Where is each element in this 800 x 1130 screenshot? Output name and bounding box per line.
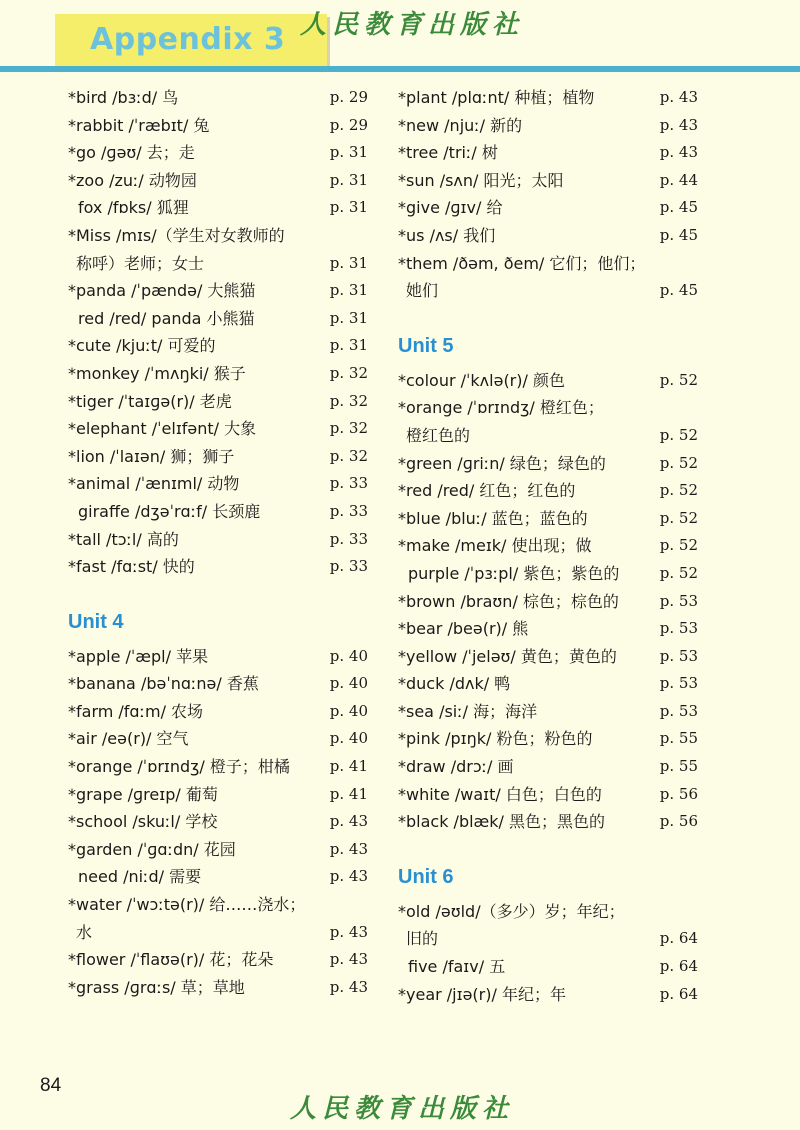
vocab-page-ref: p. 40 — [329, 701, 368, 720]
vocab-word: *bear /beə(r)/ 熊 — [398, 619, 529, 639]
vocab-word: *colour /ˈkʌlə(r)/ 颜色 — [398, 370, 565, 390]
vocab-page-ref: p. 43 — [329, 867, 368, 886]
vocab-word: *make /meɪk/ 使出现；做 — [398, 536, 592, 556]
vocab-entry — [398, 250, 698, 278]
vocab-entry — [68, 470, 368, 498]
vocab-page-ref: p. 55 — [659, 757, 698, 776]
vocab-word: *grass /ɡrɑːs/ 草；草地 — [68, 977, 245, 997]
vocab-word: *bird /bɜːd/ 鸟 — [68, 88, 179, 107]
vocab-word: *red /red/ 红色；红色的 — [398, 481, 576, 501]
vocab-page-ref: p. 31 — [329, 308, 368, 327]
vocab-page-ref: p. 40 — [329, 674, 368, 693]
vocab-word: *Miss /mɪs/（学生对女教师的 — [68, 225, 285, 245]
vocab-entry — [68, 222, 368, 250]
vocab-page-ref: p. 32 — [329, 363, 368, 382]
vocab-entry — [68, 443, 368, 471]
vocab-entry — [68, 250, 368, 278]
vocab-page-ref: p. 43 — [329, 950, 368, 969]
vocab-page-ref: p. 31 — [329, 170, 368, 189]
vocab-entry — [398, 615, 698, 643]
vocab-word: *sea /siː/ 海；海洋 — [398, 701, 538, 721]
vocab-word: *new /njuː/ 新的 — [398, 115, 523, 135]
vocab-page-ref: p. 31 — [329, 143, 368, 162]
vocab-page-ref: p. 53 — [659, 619, 698, 638]
vocab-page-ref: p. 52 — [659, 453, 698, 472]
vocab-entry — [398, 277, 698, 305]
right-column — [398, 84, 698, 1008]
vocab-word: *tiger /ˈtaɪɡə(r)/ 老虎 — [68, 391, 232, 411]
vocab-page-ref: p. 45 — [659, 198, 698, 217]
vocab-page-ref: p. 31 — [329, 198, 368, 217]
vocab-word: *air /eə(r)/ 空气 — [68, 729, 189, 749]
vocab-word: *elephant /ˈelɪfənt/ 大象 — [68, 419, 257, 439]
vocab-word: *brown /braʊn/ 棕色；棕色的 — [398, 591, 619, 611]
vocab-word: *apple /ˈæpl/ 苹果 — [68, 646, 209, 666]
vocab-word: purple /ˈpɜːpl/ 紫色；紫色的 — [408, 563, 620, 583]
vocab-word: *them /ðəm, ðem/ 它们；他们； — [398, 253, 646, 273]
page-title: Appendix 3 — [90, 22, 286, 57]
vocab-entry — [398, 112, 698, 140]
vocab-entry — [398, 422, 698, 450]
vocab-page-ref: p. 31 — [329, 253, 368, 272]
vocab-word: *us /ʌs/ 我们 — [398, 225, 496, 245]
vocab-entry — [398, 753, 698, 781]
vocab-entry — [68, 974, 368, 1002]
vocab-word: *white /waɪt/ 白色；白色的 — [398, 784, 602, 804]
vocab-page-ref: p. 52 — [659, 370, 698, 389]
vocab-list-unit4-cont — [398, 84, 698, 305]
vocab-word: 水 — [76, 922, 93, 942]
vocab-entry — [68, 946, 368, 974]
vocab-word: *sun /sʌn/ 阳光；太阳 — [398, 170, 564, 190]
vocab-entry — [68, 194, 368, 222]
vocab-page-ref: p. 40 — [329, 729, 368, 748]
vocab-word: *pink /pɪŋk/ 粉色；粉色的 — [398, 729, 593, 749]
vocab-word: *monkey /ˈmʌŋki/ 猴子 — [68, 363, 246, 383]
vocab-page-ref: p. 43 — [329, 839, 368, 858]
vocab-entry — [398, 698, 698, 726]
vocab-word: *lion /ˈlaɪən/ 狮；狮子 — [68, 446, 235, 466]
vocab-page-ref: p. 43 — [659, 143, 698, 162]
vocab-word: *go /ɡəʊ/ 去；走 — [68, 143, 195, 163]
vocab-page-ref: p. 43 — [659, 115, 698, 134]
unit-6-heading: Unit 6 — [398, 865, 454, 888]
vocab-list-unit5 — [398, 367, 698, 836]
vocab-page-ref: p. 56 — [659, 812, 698, 831]
vocab-entry — [68, 836, 368, 864]
vocab-word: fox /fɒks/ 狐狸 — [78, 198, 189, 218]
vocab-word: *cute /kjuːt/ 可爱的 — [68, 336, 216, 356]
vocab-page-ref: p. 52 — [659, 425, 698, 444]
vocab-entry — [398, 505, 698, 533]
vocab-entry — [68, 753, 368, 781]
vocab-entry — [398, 925, 698, 953]
vocab-word: *panda /ˈpændə/ 大熊猫 — [68, 281, 256, 301]
vocab-page-ref: p. 33 — [329, 501, 368, 520]
vocab-list-unit3 — [68, 84, 368, 581]
vocab-entry — [398, 898, 698, 926]
publisher-logo-bottom: 人民教育出版社 — [290, 1094, 515, 1124]
vocab-entry — [68, 360, 368, 388]
vocab-word: *grape /ɡreɪp/ 葡萄 — [68, 784, 218, 804]
vocab-word: *blue /bluː/ 蓝色；蓝色的 — [398, 508, 588, 528]
vocab-word: *tree /triː/ 树 — [398, 143, 498, 163]
vocab-entry — [398, 643, 698, 671]
vocab-list-unit4 — [68, 643, 368, 1002]
vocab-word: *yellow /ˈjeləʊ/ 黄色；黄色的 — [398, 646, 617, 666]
vocab-entry — [398, 139, 698, 167]
vocab-page-ref: p. 52 — [659, 481, 698, 500]
vocab-entry — [68, 388, 368, 416]
vocab-page-ref: p. 40 — [329, 646, 368, 665]
header — [0, 0, 800, 70]
vocab-page-ref: p. 52 — [659, 508, 698, 527]
vocab-entry — [398, 588, 698, 616]
vocab-entry — [68, 725, 368, 753]
vocab-word: 旧的 — [406, 929, 439, 949]
unit-4-heading: Unit 4 — [68, 610, 124, 633]
vocab-page-ref: p. 52 — [659, 536, 698, 555]
vocab-entry — [68, 670, 368, 698]
vocab-entry — [398, 194, 698, 222]
vocab-entry — [68, 139, 368, 167]
left-column — [68, 84, 368, 1001]
vocab-entry — [68, 112, 368, 140]
vocab-entry — [68, 84, 368, 112]
vocab-word: *banana /bəˈnɑːnə/ 香蕉 — [68, 674, 259, 694]
vocab-entry — [68, 553, 368, 581]
vocab-word: *green /ɡriːn/ 绿色；绿色的 — [398, 453, 606, 473]
vocab-entry — [68, 277, 368, 305]
vocab-word: *orange /ˈɒrɪndʒ/ 橙子；柑橘 — [68, 757, 290, 777]
vocab-entry — [398, 670, 698, 698]
vocab-page-ref: p. 32 — [329, 391, 368, 410]
vocab-word: *water /ˈwɔːtə(r)/ 给……浇水； — [68, 895, 306, 915]
vocab-word: *old /əʊld/（多少）岁；年纪； — [398, 901, 625, 921]
vocab-page-ref: p. 41 — [329, 784, 368, 803]
header-rule — [0, 66, 800, 72]
vocab-page-ref: p. 32 — [329, 446, 368, 465]
vocab-word: *black /blæk/ 黑色；黑色的 — [398, 812, 606, 832]
vocab-entry — [398, 477, 698, 505]
vocab-page-ref: p. 45 — [659, 281, 698, 300]
vocab-entry — [398, 367, 698, 395]
vocab-page-ref: p. 56 — [659, 784, 698, 803]
vocab-page-ref: p. 29 — [329, 88, 368, 106]
vocab-word: *school /skuːl/ 学校 — [68, 812, 218, 832]
vocab-entry — [68, 891, 368, 919]
vocab-entry — [398, 953, 698, 981]
vocab-page-ref: p. 33 — [329, 529, 368, 548]
vocab-word: *fast /fɑːst/ 快的 — [68, 557, 195, 577]
vocab-word: five /faɪv/ 五 — [408, 957, 506, 977]
vocab-entry — [68, 498, 368, 526]
vocab-word: *flower /ˈflaʊə(r)/ 花；花朵 — [68, 950, 274, 970]
vocab-page-ref: p. 31 — [329, 281, 368, 300]
vocab-entry — [68, 698, 368, 726]
vocab-word: *rabbit /ˈræbɪt/ 兔 — [68, 115, 210, 135]
vocab-word: *give /ɡɪv/ 给 — [398, 198, 503, 218]
vocab-entry — [398, 167, 698, 195]
vocab-word: need /niːd/ 需要 — [78, 867, 202, 887]
vocab-word: 称呼）老师；女士 — [76, 253, 205, 273]
vocab-page-ref: p. 43 — [329, 812, 368, 831]
vocab-entry — [398, 532, 698, 560]
vocab-word: *animal /ˈænɪml/ 动物 — [68, 474, 240, 494]
vocab-word: red /red/ panda 小熊猫 — [78, 308, 255, 328]
vocab-page-ref: p. 64 — [659, 929, 698, 948]
vocab-entry — [398, 222, 698, 250]
vocab-page-ref: p. 43 — [329, 922, 368, 941]
vocab-entry — [68, 808, 368, 836]
vocab-word: *plant /plɑːnt/ 种植；植物 — [398, 88, 595, 107]
vocab-word: *draw /drɔː/ 画 — [398, 757, 514, 777]
vocab-word: giraffe /dʒəˈrɑːf/ 长颈鹿 — [78, 501, 261, 521]
vocab-page-ref: p. 31 — [329, 336, 368, 355]
vocab-page-ref: p. 64 — [659, 984, 698, 1003]
unit-5-heading: Unit 5 — [398, 334, 454, 357]
vocab-entry — [398, 84, 698, 112]
vocab-entry — [398, 560, 698, 588]
vocab-page-ref: p. 41 — [329, 757, 368, 776]
vocab-word: *zoo /zuː/ 动物园 — [68, 170, 197, 190]
vocab-entry — [68, 167, 368, 195]
vocab-page-ref: p. 53 — [659, 701, 698, 720]
vocab-word: 橙红色的 — [406, 425, 471, 445]
vocab-word: 她们 — [406, 281, 439, 301]
vocab-entry — [68, 332, 368, 360]
vocab-page-ref: p. 29 — [329, 115, 368, 134]
vocab-entry — [398, 981, 698, 1009]
vocab-entry — [68, 305, 368, 333]
vocab-page-ref: p. 33 — [329, 474, 368, 493]
vocab-list-unit6 — [398, 898, 698, 1008]
vocab-page-ref: p. 32 — [329, 419, 368, 438]
vocab-page-ref: p. 33 — [329, 557, 368, 576]
vocab-page-ref: p. 52 — [659, 563, 698, 582]
vocab-entry — [68, 643, 368, 671]
vocab-page-ref: p. 53 — [659, 591, 698, 610]
vocab-entry — [398, 781, 698, 809]
vocab-page-ref: p. 53 — [659, 674, 698, 693]
vocab-entry — [398, 394, 698, 422]
vocab-word: *tall /tɔːl/ 高的 — [68, 529, 179, 549]
vocab-word: *duck /dʌk/ 鸭 — [398, 674, 511, 694]
page-number: 84 — [40, 1075, 62, 1096]
vocab-page-ref: p. 53 — [659, 646, 698, 665]
vocab-entry — [68, 863, 368, 891]
vocab-entry — [68, 415, 368, 443]
vocab-page-ref: p. 45 — [659, 225, 698, 244]
vocab-page-ref: p. 64 — [659, 957, 698, 976]
vocab-page-ref: p. 44 — [659, 170, 698, 189]
vocab-entry — [68, 781, 368, 809]
publisher-logo-top: 人民教育出版社 — [300, 10, 525, 40]
vocab-entry — [398, 725, 698, 753]
vocab-page-ref: p. 43 — [659, 88, 698, 106]
vocab-entry — [68, 919, 368, 947]
vocab-word: *orange /ˈɒrɪndʒ/ 橙红色； — [398, 398, 604, 418]
vocab-page-ref: p. 55 — [659, 729, 698, 748]
vocab-word: *farm /fɑːm/ 农场 — [68, 701, 204, 721]
vocab-word: *year /jɪə(r)/ 年纪；年 — [398, 984, 566, 1004]
vocab-entry — [68, 526, 368, 554]
vocab-entry — [398, 450, 698, 478]
vocab-entry — [398, 808, 698, 836]
vocab-page-ref: p. 43 — [329, 977, 368, 996]
vocab-word: *garden /ˈɡɑːdn/ 花园 — [68, 839, 236, 859]
